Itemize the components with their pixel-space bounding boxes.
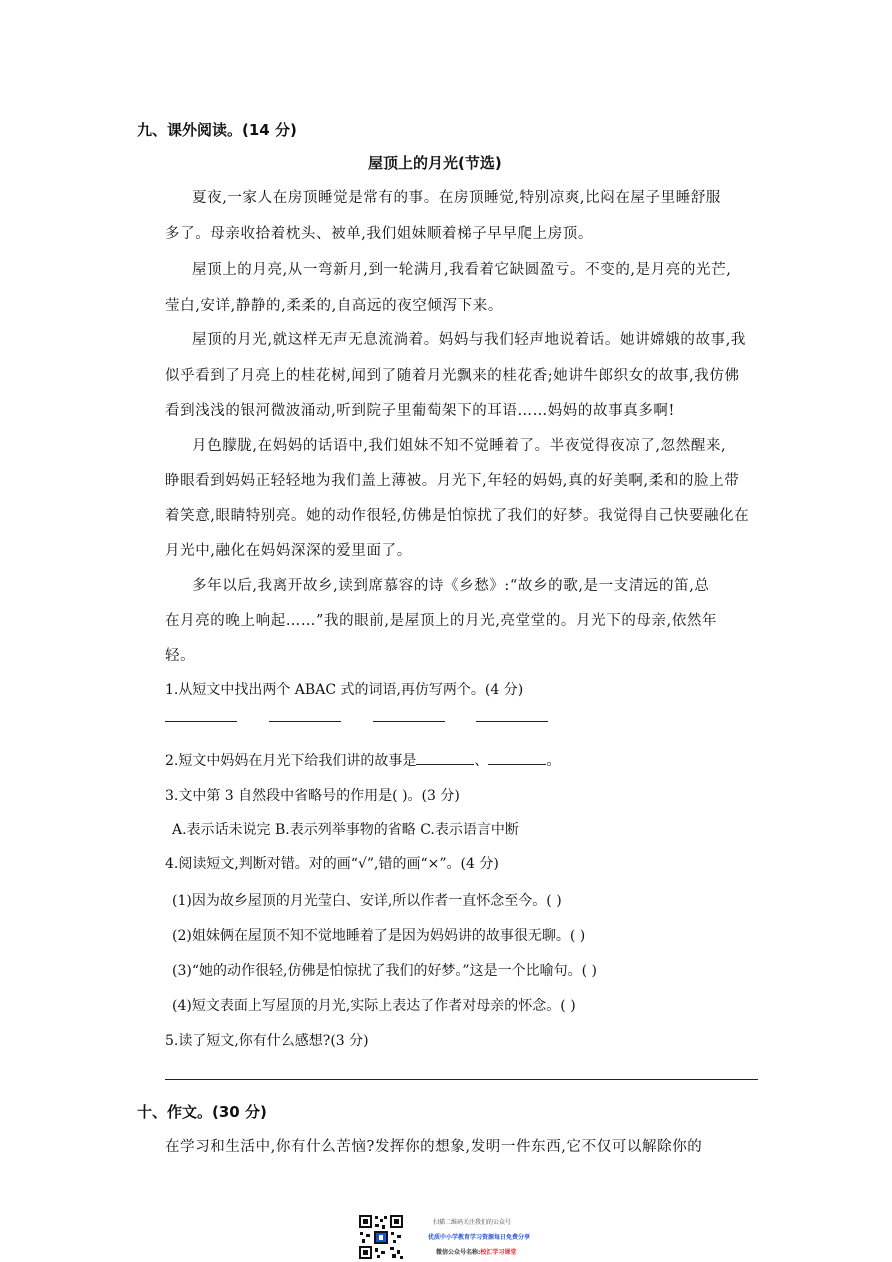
- section10-heading: 十、作文。(30 分): [137, 1103, 267, 1121]
- question-2-end: 。: [546, 753, 561, 769]
- footer-line-1: 扫描二维码关注我们的公众号: [433, 1219, 512, 1226]
- section9-heading: 九、课外阅读。(14 分): [137, 121, 297, 139]
- answer-blank-4[interactable]: [476, 721, 548, 722]
- passage-line: 轻。: [165, 648, 196, 664]
- question-2-sep: 、: [474, 753, 489, 769]
- passage-line: 在月亮的晚上响起……”我的眼前,是屋顶上的月光,亮堂堂的。月光下的母亲,依然年: [165, 613, 718, 629]
- passage-line: 莹白,安详,静静的,柔柔的,自高远的夜空倾泻下来。: [165, 298, 503, 314]
- footer-line-2: 优质中小学教育学习资源每日免费分享: [428, 1234, 531, 1241]
- passage-line: 似乎看到了月亮上的桂花树,闻到了随着月光飘来的桂花香;她讲牛郎织女的故事,我仿佛: [165, 368, 740, 384]
- passage-line: 多年以后,我离开故乡,读到席慕容的诗《乡愁》:“故乡的歌,是一支清远的笛,总: [192, 578, 710, 594]
- footer-line-3: [436, 1247, 516, 1256]
- footer-wechat-name: 校汇学习课堂: [480, 1249, 517, 1256]
- passage-line: 屋顶的月光,就这样无声无息流淌着。妈妈与我们轻声地说着话。她讲嫦娥的故事,我: [192, 332, 747, 348]
- passage-line: 多了。母亲收拾着枕头、被单,我们姐妹顺着梯子早早爬上房顶。: [165, 226, 594, 242]
- qr-code-icon: [358, 1214, 404, 1260]
- question-1: 1.从短文中找出两个 ABAC 式的词语,再仿写两个。(4 分): [165, 682, 524, 698]
- question-4-item: (4)短文表面上写屋顶的月光,实际上表达了作者对母亲的怀念。( ): [172, 998, 576, 1014]
- question-4-item: (3)“她的动作很轻,仿佛是怕惊扰了我们的好梦。”这是一个比喻句。( ): [172, 963, 597, 979]
- story-blank-2[interactable]: [488, 752, 546, 765]
- question-4: 4.阅读短文,判断对错。对的画“√”,错的画“×”。(4 分): [165, 856, 499, 872]
- answer-blank-3[interactable]: [373, 721, 445, 722]
- question-3: 3.文中第 3 自然段中省略号的作用是( )。(3 分): [165, 788, 460, 804]
- answer-blank-1[interactable]: [165, 721, 237, 722]
- answer-line[interactable]: [165, 1079, 758, 1080]
- answer-blank-2[interactable]: [269, 721, 341, 722]
- footer-wechat-label: 微信公众号名称:: [436, 1249, 481, 1256]
- passage-line: 睁眼看到妈妈正轻轻地为我们盖上薄被。月光下,年轻的妈妈,真的好美啊,柔和的脸上带: [165, 473, 740, 489]
- passage-line: 月光中,融化在妈妈深深的爱里面了。: [165, 543, 412, 559]
- story-blank-1[interactable]: [416, 752, 474, 765]
- passage-line: 夏夜,一家人在房顶睡觉是常有的事。在房顶睡觉,特别凉爽,比闷在屋子里睡舒服: [192, 190, 722, 206]
- passage-line: 屋顶上的月亮,从一弯新月,到一轮满月,我看着它缺圆盈亏。不变的,是月亮的光芒,: [192, 262, 732, 278]
- passage-line: 看到浅浅的银河微波涌动,听到院子里葡萄架下的耳语……妈妈的故事真多啊!: [165, 403, 675, 419]
- essay-prompt: 在学习和生活中,你有什么苦恼?发挥你的想象,发明一件东西,它不仅可以解除你的: [165, 1139, 703, 1155]
- question-2-text: 2.短文中妈妈在月光下给我们讲的故事是: [165, 753, 417, 769]
- passage-title: 屋顶上的月光(节选): [368, 154, 502, 172]
- question-5: 5.读了短文,你有什么感想?(3 分): [165, 1033, 369, 1049]
- question-4-item: (2)姐妹俩在屋顶不知不觉地睡着了是因为妈妈讲的故事很无聊。( ): [172, 928, 586, 944]
- passage-line: 月色朦胧,在妈妈的话语中,我们姐妹不知不觉睡着了。半夜觉得夜凉了,忽然醒来,: [192, 438, 727, 454]
- passage-line: 着笑意,眼睛特别亮。她的动作很轻,仿佛是怕惊扰了我们的好梦。我觉得自己快要融化在: [165, 508, 750, 524]
- question-4-item: (1)因为故乡屋顶的月光莹白、安详,所以作者一直怀念至今。( ): [172, 893, 562, 909]
- question-2: [165, 750, 560, 770]
- question-3-options: A.表示话未说完 B.表示列举事物的省略 C.表示语言中断: [172, 822, 519, 838]
